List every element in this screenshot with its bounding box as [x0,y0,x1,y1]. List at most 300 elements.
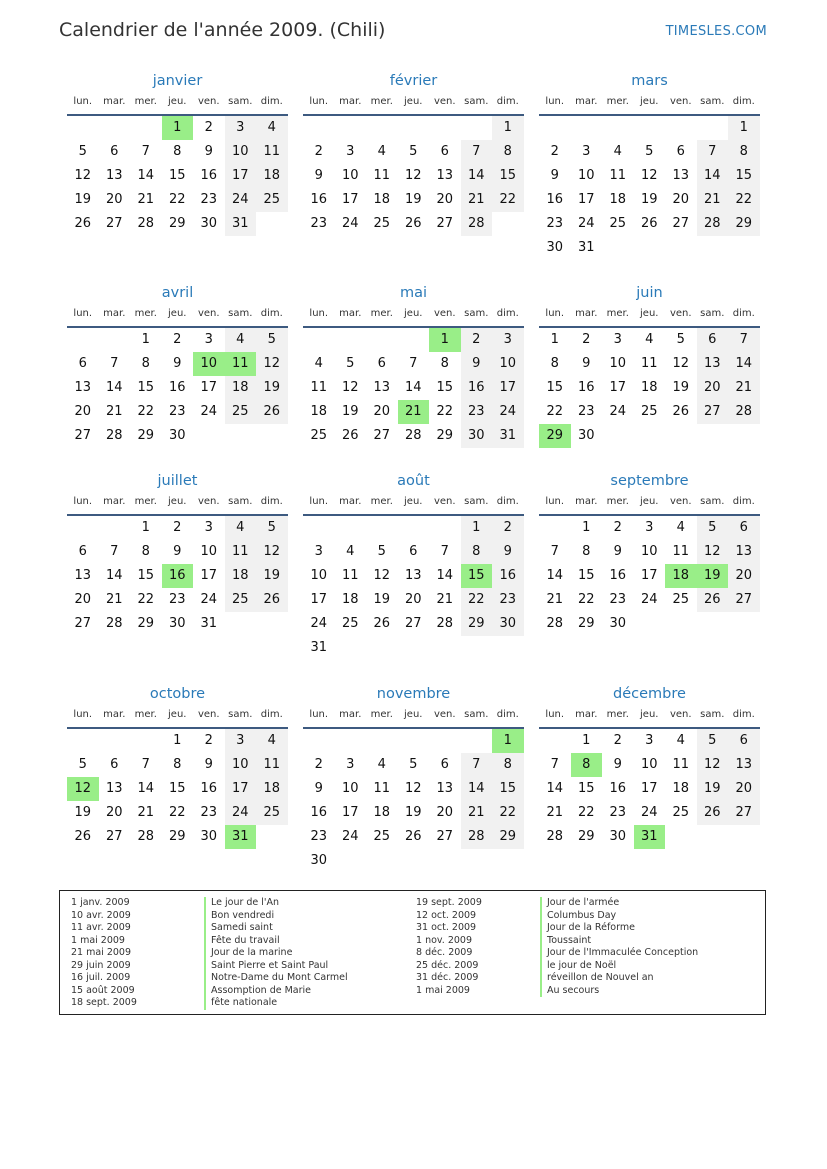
day-cell: 30 [577,428,595,443]
day-cell: 18 [665,564,697,588]
empty-day-cell [366,328,398,352]
day-cell: 14 [105,568,123,583]
weekday-label: sam. [228,308,253,319]
day-cell: 24 [577,216,595,231]
day-cell: 10 [640,757,658,772]
empty-day-cell [335,729,367,753]
day-cell: 24 [640,805,658,820]
day-cell: 9 [613,757,622,772]
legend-entry: Toussaint [540,935,698,948]
week-row [303,753,524,777]
day-cell: 14 [697,164,729,188]
empty-day-cell [256,424,288,448]
empty-day-cell [634,612,666,636]
legend-entry: 25 déc. 2009 [416,959,479,971]
empty-day-cell [335,636,367,660]
day-cell: 27 [404,616,422,631]
legend-entry: Samedi saint [204,922,348,935]
legend-entry: 21 mai 2009 [71,947,132,958]
day-cell: 13 [672,168,690,183]
week-row [67,188,288,212]
day-cell: 4 [377,757,386,772]
week-row [539,188,760,212]
day-cell: 5 [676,332,685,347]
empty-day-cell [697,116,729,140]
legend-entry: 11 avr. 2009 [71,922,131,933]
weekday-label: dim. [260,308,283,319]
day-cell: 6 [440,757,449,772]
weekday-label: jeu. [404,308,423,319]
legend-entry: Jour de l'armée [540,897,698,910]
day-cell: 3 [346,144,355,159]
empty-day-cell [634,116,666,140]
legend-entry: 29 juin 2009 [71,959,131,971]
day-cell: 11 [256,140,288,164]
day-cell: 4 [256,729,288,753]
legend-left-names [204,897,348,1010]
day-cell: 16 [162,564,194,588]
day-cell: 8 [440,356,449,371]
day-cell: 27 [74,428,92,443]
day-cell: 23 [200,192,218,207]
day-cell: 15 [436,380,454,395]
empty-day-cell [398,516,430,540]
day-cell: 5 [645,144,654,159]
day-cell: 29 [577,616,595,631]
day-cell: 23 [609,592,627,607]
day-cell: 26 [256,588,288,612]
weekday-label: ven. [433,496,456,507]
day-cell: 2 [492,516,524,540]
day-cell: 5 [256,328,288,352]
day-cell: 16 [168,380,186,395]
weekday-label: lun. [545,308,565,319]
weekday-label: ven. [669,709,692,720]
day-cell: 13 [436,168,454,183]
day-cell: 7 [461,140,493,164]
day-cell: 13 [436,781,454,796]
legend-entry: Notre-Dame du Mont Carmel [204,972,348,985]
week-row [67,400,288,424]
day-cell: 2 [204,733,213,748]
empty-day-cell [665,116,697,140]
weekday-header [303,92,524,116]
empty-day-cell [461,729,493,753]
weekday-label: mer. [370,496,393,507]
day-cell: 30 [609,616,627,631]
weekday-header [67,492,288,516]
empty-day-cell [303,516,335,540]
day-cell: 13 [74,380,92,395]
day-cell: 27 [373,428,391,443]
empty-day-cell [335,116,367,140]
weekday-header [303,304,524,328]
legend-entry: 1 nov. 2009 [416,934,472,946]
empty-day-cell [67,516,99,540]
weekday-label: dim. [260,496,283,507]
month-0 [67,70,288,236]
empty-day-cell [366,849,398,873]
week-row [303,564,524,588]
day-cell: 18 [256,164,288,188]
day-cell: 19 [672,380,690,395]
day-cell: 4 [256,116,288,140]
day-cell: 2 [173,332,182,347]
day-cell: 27 [105,829,123,844]
empty-day-cell [225,424,257,448]
day-cell: 25 [310,428,328,443]
day-cell: 12 [67,777,99,801]
day-cell: 5 [697,729,729,753]
week-row [539,352,760,376]
weekday-label: ven. [197,96,220,107]
day-cell: 25 [225,400,257,424]
brand-link[interactable]: TIMESLES.COM [665,24,767,39]
day-cell: 6 [409,544,418,559]
empty-day-cell [99,116,131,140]
day-cell: 7 [440,544,449,559]
weekday-header [67,304,288,328]
weekday-label: ven. [197,496,220,507]
day-cell: 9 [461,352,493,376]
weekday-label: ven. [433,96,456,107]
day-cell: 10 [492,352,524,376]
day-cell: 21 [137,805,155,820]
day-cell: 23 [492,588,524,612]
weekday-label: sam. [464,496,489,507]
day-cell: 6 [697,328,729,352]
day-cell: 12 [697,540,729,564]
day-cell: 13 [697,352,729,376]
day-cell: 18 [310,404,328,419]
weekday-label: lun. [309,496,329,507]
day-cell: 14 [105,380,123,395]
month-name: juin [636,285,663,301]
day-cell: 2 [314,757,323,772]
day-cell: 11 [256,753,288,777]
day-cell: 6 [728,729,760,753]
week-row [303,540,524,564]
day-cell: 16 [609,781,627,796]
empty-day-cell [429,116,461,140]
month-name: janvier [152,73,203,89]
day-cell: 22 [461,588,493,612]
week-row [303,352,524,376]
empty-day-cell [398,328,430,352]
week-row [67,376,288,400]
day-cell: 1 [162,116,194,140]
day-cell: 30 [168,428,186,443]
empty-day-cell [602,236,634,260]
day-cell: 9 [492,540,524,564]
day-cell: 10 [341,781,359,796]
day-cell: 24 [310,616,328,631]
day-cell: 17 [200,568,218,583]
empty-day-cell [99,516,131,540]
day-cell: 13 [728,753,760,777]
legend-entry: 31 déc. 2009 [416,972,479,983]
legend-entry: Columbus Day [540,910,698,923]
day-cell: 6 [78,544,87,559]
week-row [303,116,524,140]
day-cell: 2 [314,144,323,159]
legend-entry: réveillon de Nouvel an [540,972,698,985]
day-cell: 7 [141,144,150,159]
week-row [67,753,288,777]
weekday-label: ven. [197,709,220,720]
day-cell: 13 [404,568,422,583]
day-cell: 1 [728,116,760,140]
empty-day-cell [539,516,571,540]
day-cell: 3 [613,332,622,347]
day-cell: 3 [492,328,524,352]
month-name: juillet [157,473,198,489]
day-cell: 6 [110,144,119,159]
day-cell: 10 [310,568,328,583]
day-cell: 28 [546,829,564,844]
day-cell: 5 [346,356,355,371]
day-cell: 18 [341,592,359,607]
day-cell: 9 [314,781,323,796]
day-cell: 1 [582,520,591,535]
day-cell: 8 [571,753,603,777]
month-name: novembre [376,686,451,702]
day-cell: 16 [461,376,493,400]
month-name: septembre [610,473,689,489]
weekday-label: dim. [496,709,519,720]
day-cell: 1 [582,733,591,748]
weekday-label: mar. [339,308,362,319]
legend-entry: Fête du travail [204,935,348,948]
day-cell: 9 [613,544,622,559]
weekday-label: sam. [700,709,725,720]
day-cell: 25 [672,592,690,607]
weekday-label: sam. [228,496,253,507]
weekday-label: sam. [700,496,725,507]
day-cell: 30 [310,853,328,868]
weekday-label: mer. [370,308,393,319]
day-cell: 28 [105,616,123,631]
day-cell: 19 [373,592,391,607]
day-cell: 2 [613,733,622,748]
weekday-label: jeu. [640,308,659,319]
day-cell: 26 [74,829,92,844]
empty-day-cell [335,328,367,352]
day-cell: 10 [200,544,218,559]
day-cell: 20 [404,592,422,607]
day-cell: 22 [492,188,524,212]
day-cell: 15 [546,380,564,395]
weekday-label: mer. [134,709,157,720]
week-row [303,612,524,636]
day-cell: 11 [225,540,257,564]
legend-entry: 8 déc. 2009 [416,947,473,958]
day-cell: 29 [577,829,595,844]
month-4 [303,282,524,448]
day-cell: 14 [436,568,454,583]
week-row [303,328,524,352]
empty-day-cell [697,236,729,260]
month-name: février [389,73,438,89]
day-cell: 10 [225,753,257,777]
day-cell: 14 [137,168,155,183]
day-cell: 29 [539,424,571,448]
day-cell: 18 [373,192,391,207]
day-cell: 7 [461,753,493,777]
week-row [539,116,760,140]
day-cell: 21 [398,400,430,424]
empty-day-cell [634,236,666,260]
day-cell: 5 [409,144,418,159]
weekday-label: jeu. [168,96,187,107]
empty-day-cell [602,116,634,140]
day-cell: 25 [672,805,690,820]
weekday-label: ven. [669,496,692,507]
weekday-label: lun. [309,96,329,107]
day-cell: 24 [200,592,218,607]
legend-right-dates [416,897,482,997]
month-10 [303,683,524,873]
day-cell: 4 [645,332,654,347]
week-row [303,212,524,236]
day-cell: 20 [436,805,454,820]
week-row [539,140,760,164]
weekday-label: lun. [73,496,93,507]
day-cell: 16 [200,781,218,796]
empty-day-cell [335,849,367,873]
empty-day-cell [461,849,493,873]
day-cell: 9 [173,544,182,559]
day-cell: 22 [492,801,524,825]
day-cell: 16 [310,192,328,207]
day-cell: 10 [640,544,658,559]
day-cell: 27 [728,588,760,612]
day-cell: 18 [609,192,627,207]
day-cell: 23 [461,400,493,424]
day-cell: 31 [634,825,666,849]
week-row [303,825,524,849]
empty-day-cell [429,849,461,873]
weekday-label: mar. [575,308,598,319]
weekday-header [303,492,524,516]
day-cell: 24 [609,404,627,419]
day-cell: 21 [546,592,564,607]
empty-day-cell [429,729,461,753]
week-row [539,777,760,801]
day-cell: 14 [546,568,564,583]
empty-day-cell [697,612,729,636]
day-cell: 25 [256,801,288,825]
week-row [539,588,760,612]
weekday-label: dim. [732,496,755,507]
day-cell: 14 [404,380,422,395]
legend-right-names [540,897,698,997]
day-cell: 21 [728,376,760,400]
empty-day-cell [728,612,760,636]
day-cell: 10 [609,356,627,371]
month-8 [539,470,760,636]
weekday-label: mar. [339,496,362,507]
day-cell: 4 [377,144,386,159]
day-cell: 25 [373,216,391,231]
day-cell: 4 [676,733,685,748]
day-cell: 31 [225,212,257,236]
day-cell: 12 [672,356,690,371]
day-cell: 5 [78,757,87,772]
day-cell: 20 [672,192,690,207]
day-cell: 21 [697,188,729,212]
day-cell: 11 [672,544,690,559]
day-cell: 17 [577,192,595,207]
day-cell: 2 [613,520,622,535]
empty-day-cell [225,612,257,636]
day-cell: 27 [436,829,454,844]
day-cell: 21 [105,592,123,607]
day-cell: 3 [204,520,213,535]
weekday-label: mer. [606,308,629,319]
holiday-legend [59,890,766,1015]
day-cell: 19 [256,564,288,588]
day-cell: 7 [550,544,559,559]
day-cell: 15 [168,168,186,183]
month-name: avril [161,285,194,301]
day-cell: 3 [582,144,591,159]
day-cell: 22 [137,404,155,419]
day-cell: 6 [78,356,87,371]
weekday-label: mer. [606,96,629,107]
day-cell: 12 [640,168,658,183]
weekday-label: mar. [575,496,598,507]
weekday-label: mar. [103,496,126,507]
empty-day-cell [492,636,524,660]
day-cell: 3 [204,332,213,347]
day-cell: 28 [697,212,729,236]
legend-entry: 19 sept. 2009 [416,897,482,908]
day-cell: 4 [314,356,323,371]
day-cell: 27 [672,216,690,231]
legend-entry: 31 oct. 2009 [416,922,477,933]
day-cell: 26 [74,216,92,231]
day-cell: 29 [461,612,493,636]
month-name: mars [631,73,668,89]
day-cell: 30 [200,216,218,231]
day-cell: 11 [640,356,658,371]
day-cell: 1 [492,729,524,753]
day-cell: 20 [105,192,123,207]
day-cell: 2 [461,328,493,352]
day-cell: 2 [550,144,559,159]
empty-day-cell [67,729,99,753]
legend-entry: Au secours [540,985,698,998]
day-cell: 30 [546,240,564,255]
day-cell: 23 [609,805,627,820]
day-cell: 18 [672,781,690,796]
day-cell: 26 [341,428,359,443]
day-cell: 9 [582,356,591,371]
day-cell: 16 [546,192,564,207]
day-cell: 8 [582,544,591,559]
day-cell: 13 [728,540,760,564]
day-cell: 10 [577,168,595,183]
empty-day-cell [492,849,524,873]
empty-day-cell [303,328,335,352]
empty-day-cell [398,849,430,873]
weekday-label: mar. [103,308,126,319]
day-cell: 28 [546,616,564,631]
day-cell: 9 [550,168,559,183]
weekday-label: ven. [669,96,692,107]
day-cell: 9 [173,356,182,371]
